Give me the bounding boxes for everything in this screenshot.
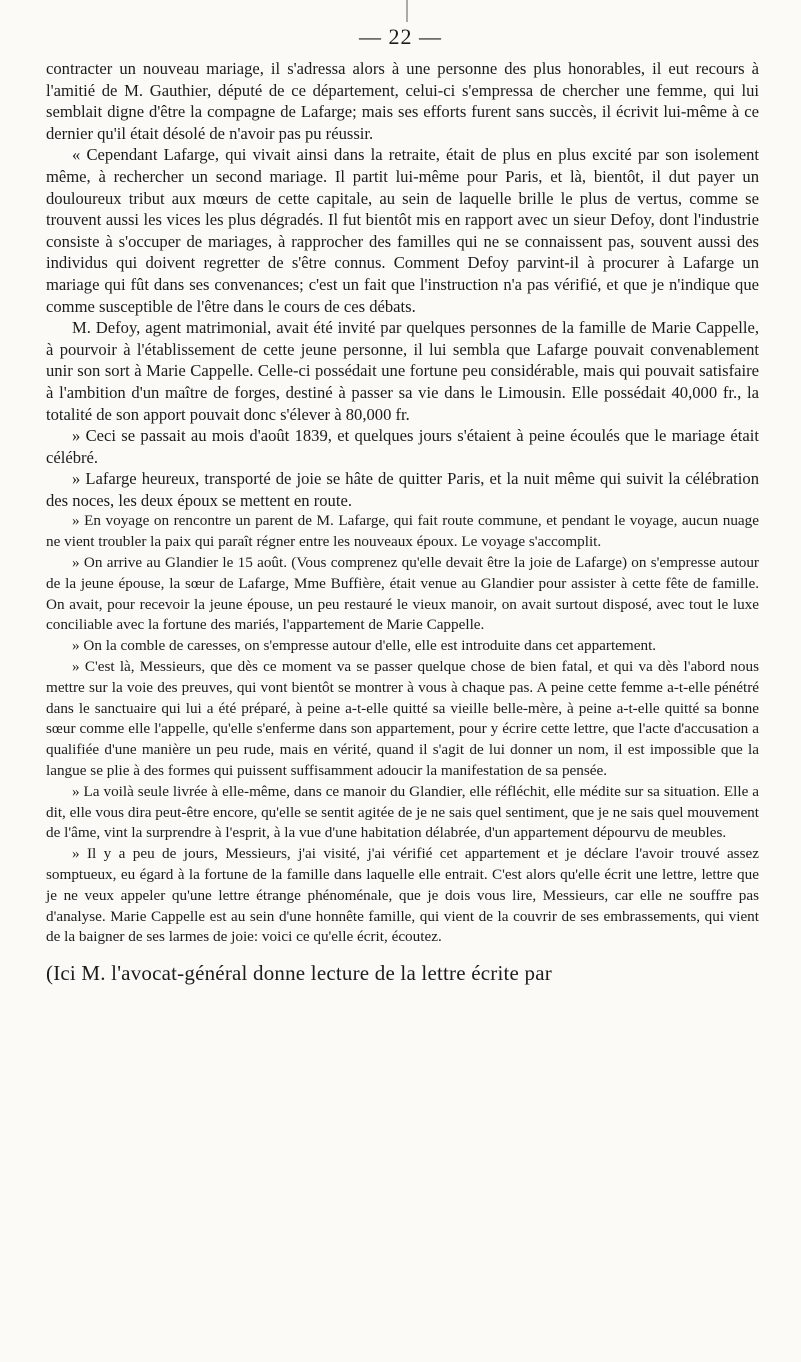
paragraph-8: » On la comble de caresses, on s'empresse autour d'elle, elle est introduite dans cet appartement. [72, 637, 657, 655]
top-rule-mark [406, 0, 408, 22]
paragraph-9: » C'est là, Messieurs, que dès ce moment va se passer quelque chose de bien fatal, et qui va dès l'abord nous mettre sur la voie des preuves, qui vont bientôt se montrer à vous à chaque pas. A peine cette femme a-t-elle pénétré dans le sanctuaire qui lui a été préparé, à peine a-t-elle quitté sa vieille belle-mère, à peine a-t-elle quitté sa bonne sœur comme elle l'appelle, qu'elle s'enferme dans son appartement, pour y écrire cette lettre, que l'acte d'accusation a qualifiée d'une manière un peu rude, mais en vérité, quand il s'agit de lui donner un nom, il est impossible que la langue se plie à des formes qui puissent suffisamment adoucir la manifestation de sa pensée. [46, 658, 759, 780]
paragraph-4: » Ceci se passait au mois d'août 1839, et quelques jours s'étaient à peine écoulés que le mariage était célébré. [46, 426, 759, 467]
paragraph-5: » Lafarge heureux, transporté de joie se hâte de quitter Paris, et la nuit même qui suivit la célébration des noces, les deux époux se mettent en route. [46, 469, 759, 510]
closing-note: (Ici M. l'avocat-général donne lecture de la lettre écrite par [46, 961, 552, 986]
paragraph-3: M. Defoy, agent matrimonial, avait été invité par quelques personnes de la famille de Marie Cappelle, à pourvoir à l'établissement de cette jeune personne, il lui sembla que Lafarge pouvait convenablement unir son sort à Marie Cappelle. Celle-ci possédait une fortune peu considérable, mais qui pouvait satisfaire à l'ambition d'un maître de forges, destiné à passer sa vie dans le Limousin. Elle possédait 40,000 fr., la totalité de son apport pouvait donc s'élever à 80,000 fr. [46, 318, 759, 424]
paragraph-7: » On arrive au Glandier le 15 août. (Vous comprenez qu'elle devait être la joie de Lafarge) on s'empresse autour de la jeune épouse, la sœur de Lafarge, Mme Buffière, était venue au Glandier pour assister à cette fête de famille. On avait, pour recevoir la jeune épouse, un peu restauré le vieux manoir, on avait surtout disposé, avec tout le luxe conciliable avec la fortune des mariés, l'appartement de Marie Cappelle. [46, 554, 759, 634]
paragraph-10: » La voilà seule livrée à elle-même, dans ce manoir du Glandier, elle réfléchit, elle médite sur sa situation. Elle a dit, elle vous dira peut-être encore, qu'elle se sentit agitée de je ne sais quel sentiment, que je ne sais quel mouvement de l'âme, vint la surprendre à l'esprit, à la vue d'une habitation délabrée, d'un appartement dépourvu de meubles. [46, 782, 759, 842]
paragraph-2: « Cependant Lafarge, qui vivait ainsi dans la retraite, était de plus en plus excité par son isolement même, à rechercher un second mariage. Il partit lui-même pour Paris, et là, bientôt, il dut payer un douloureux tribut aux mœurs de cette capitale, au sein de laquelle brille le plus de vertus, comme se trouvent aussi les vices les plus dégradés. Il fut bientôt mis en rapport avec un sieur Defoy, dont l'industrie consiste à s'occuper de mariages, à rapprocher des familles qui ne se connaissent pas, souvent aussi des individus qui doivent regretter de s'être connus. Comment Defoy parvint-il à procurer à Lafarge un mariage qui fût dans ses convenances; c'est un fait que l'instruction n'a pas vérifié, et que je n'indique que comme susceptible de l'être dans le cours de ces débats. [46, 145, 759, 316]
body-text [46, 58, 759, 986]
page-number: — 22 — [359, 24, 442, 49]
paragraph-6: » En voyage on rencontre un parent de M. Lafarge, qui fait route commune, et pendant le voyage, aucun nuage ne vient troubler la paix qui paraît régner entre les nouveaux époux. Le voyage s'accomplit. [46, 512, 759, 551]
paragraph-1: contracter un nouveau mariage, il s'adressa alors à une personne des plus honorables, il eut recours à l'amitié de M. Gauthier, député de ce département, celui-ci s'empressa de chercher une femme, qui lui semblait digne d'être la compagne de Lafarge; mais ses efforts furent sans succès, il écrivit lui-même à ce dernier qu'il était désolé de n'avoir pas pu réussir. [46, 59, 759, 143]
paragraph-11: » Il y a peu de jours, Messieurs, j'ai visité, j'ai vérifié cet appartement et je déclare l'avoir trouvé assez somptueux, eu égard à la fortune de la famille dans laquelle elle entrait. C'est alors qu'elle écrit une lettre, lettre que je ne veux appeler qu'une lettre étrange phénoménale, que je dois vous lire, Messieurs, car elle ne souffre pas d'analyse. Marie Cappelle est au sein d'une honnête famille, qui vient de la couvrir de ses embrassements, qui vient de la baigner de ses larmes de joie: voici ce qu'elle écrit, écoutez. [46, 845, 759, 946]
